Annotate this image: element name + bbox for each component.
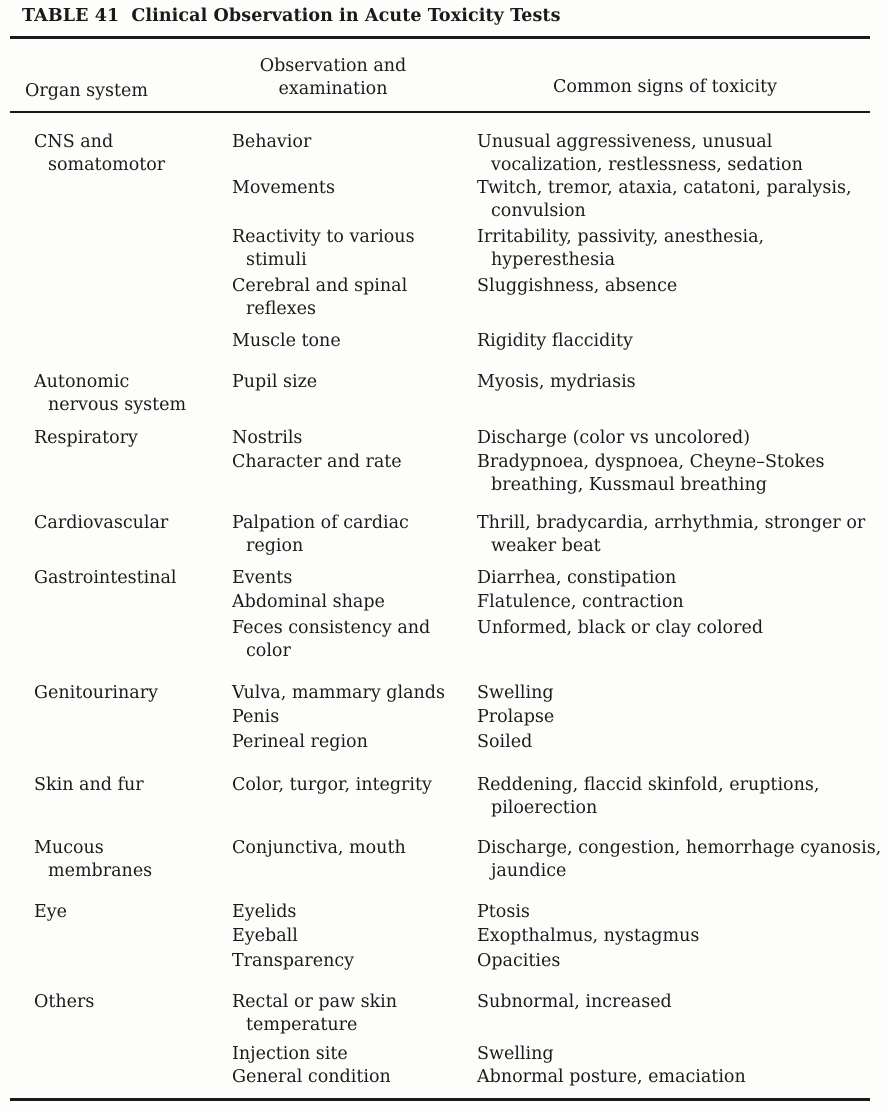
organ-cell: Genitourinary <box>34 683 158 703</box>
observation-cell: Eyelids <box>232 902 297 922</box>
observation-cell: Feces consistency and color <box>232 618 431 661</box>
signs-cell: Unformed, black or clay colored <box>477 618 764 638</box>
observation-cell: Vulva, mammary glands <box>232 683 445 703</box>
organ-cell: Autonomic nervous system <box>34 372 187 415</box>
signs-cell: Flatulence, contraction <box>477 592 684 612</box>
observation-cell: Character and rate <box>232 452 402 472</box>
observation-cell: Rectal or paw skin temperature <box>232 992 398 1035</box>
signs-cell: Opacities <box>477 951 561 971</box>
observation-cell: Penis <box>232 707 280 727</box>
observation-cell: Injection site <box>232 1044 348 1064</box>
observation-cell: Muscle tone <box>232 331 341 351</box>
signs-cell: Unusual aggressiveness, unusual vocalization, restlessness, sedation <box>477 132 803 175</box>
observation-cell: General condition <box>232 1067 391 1087</box>
signs-cell: Soiled <box>477 732 533 752</box>
observation-cell: Reactivity to various stimuli <box>232 227 415 270</box>
observation-cell: Behavior <box>232 132 312 152</box>
bottom-rule <box>10 1098 870 1101</box>
observation-cell: Conjunctiva, mouth <box>232 838 406 858</box>
header-organ-system: Organ system <box>25 81 149 101</box>
observation-cell: Pupil size <box>232 372 318 392</box>
signs-cell: Swelling <box>477 1044 554 1064</box>
top-rule <box>10 36 870 39</box>
signs-cell: Discharge (color vs uncolored) <box>477 428 751 448</box>
organ-cell: Gastrointestinal <box>34 568 177 588</box>
signs-cell: Sluggishness, absence <box>477 276 678 296</box>
organ-cell: CNS and somatomotor <box>34 132 166 175</box>
observation-cell: Transparency <box>232 951 355 971</box>
organ-cell: Mucous membranes <box>34 838 153 881</box>
observation-cell: Cerebral and spinal reflexes <box>232 276 408 319</box>
signs-cell: Prolapse <box>477 707 555 727</box>
signs-cell: Bradypnoea, dyspnoea, Cheyne–Stokes breathing, Kussmaul breathing <box>477 452 825 495</box>
signs-cell: Swelling <box>477 683 554 703</box>
table-caption <box>22 6 561 26</box>
organ-cell: Skin and fur <box>34 775 144 795</box>
header-signs: Common signs of toxicity <box>552 77 777 97</box>
signs-cell: Subnormal, increased <box>477 992 672 1012</box>
observation-cell: Color, turgor, integrity <box>232 775 432 795</box>
signs-cell: Ptosis <box>477 902 530 922</box>
observation-cell: Nostrils <box>232 428 303 448</box>
signs-cell: Twitch, tremor, ataxia, catatoni, paralysis, convulsion <box>477 178 852 221</box>
signs-cell: Thrill, bradycardia, arrhythmia, stronger or weaker beat <box>477 513 866 556</box>
organ-cell: Others <box>34 992 95 1012</box>
observation-cell: Movements <box>232 178 335 198</box>
table-title: Clinical Observation in Acute Toxicity Tests <box>131 6 561 26</box>
signs-cell: Abnormal posture, emaciation <box>477 1067 746 1087</box>
signs-cell: Reddening, flaccid skinfold, eruptions, piloerection <box>477 775 820 818</box>
observation-cell: Eyeball <box>232 926 298 946</box>
table-number: TABLE 41 <box>22 6 120 26</box>
organ-cell: Cardiovascular <box>34 513 169 533</box>
observation-cell: Events <box>232 568 293 588</box>
organ-cell: Respiratory <box>34 428 138 448</box>
signs-cell: Myosis, mydriasis <box>477 372 636 392</box>
signs-cell: Irritability, passivity, anesthesia, hyperesthesia <box>477 227 765 270</box>
observation-cell: Palpation of cardiac region <box>232 513 409 556</box>
signs-cell: Rigidity flaccidity <box>477 331 633 351</box>
observation-cell: Perineal region <box>232 732 368 752</box>
header-observation: Observation and examination <box>259 56 407 99</box>
observation-cell: Abdominal shape <box>232 592 385 612</box>
organ-cell: Eye <box>34 902 68 922</box>
signs-cell: Discharge, congestion, hemorrhage cyanosis, jaundice <box>477 838 882 881</box>
signs-cell: Diarrhea, constipation <box>477 568 677 588</box>
signs-cell: Exopthalmus, nystagmus <box>477 926 700 946</box>
header-rule <box>10 111 870 113</box>
